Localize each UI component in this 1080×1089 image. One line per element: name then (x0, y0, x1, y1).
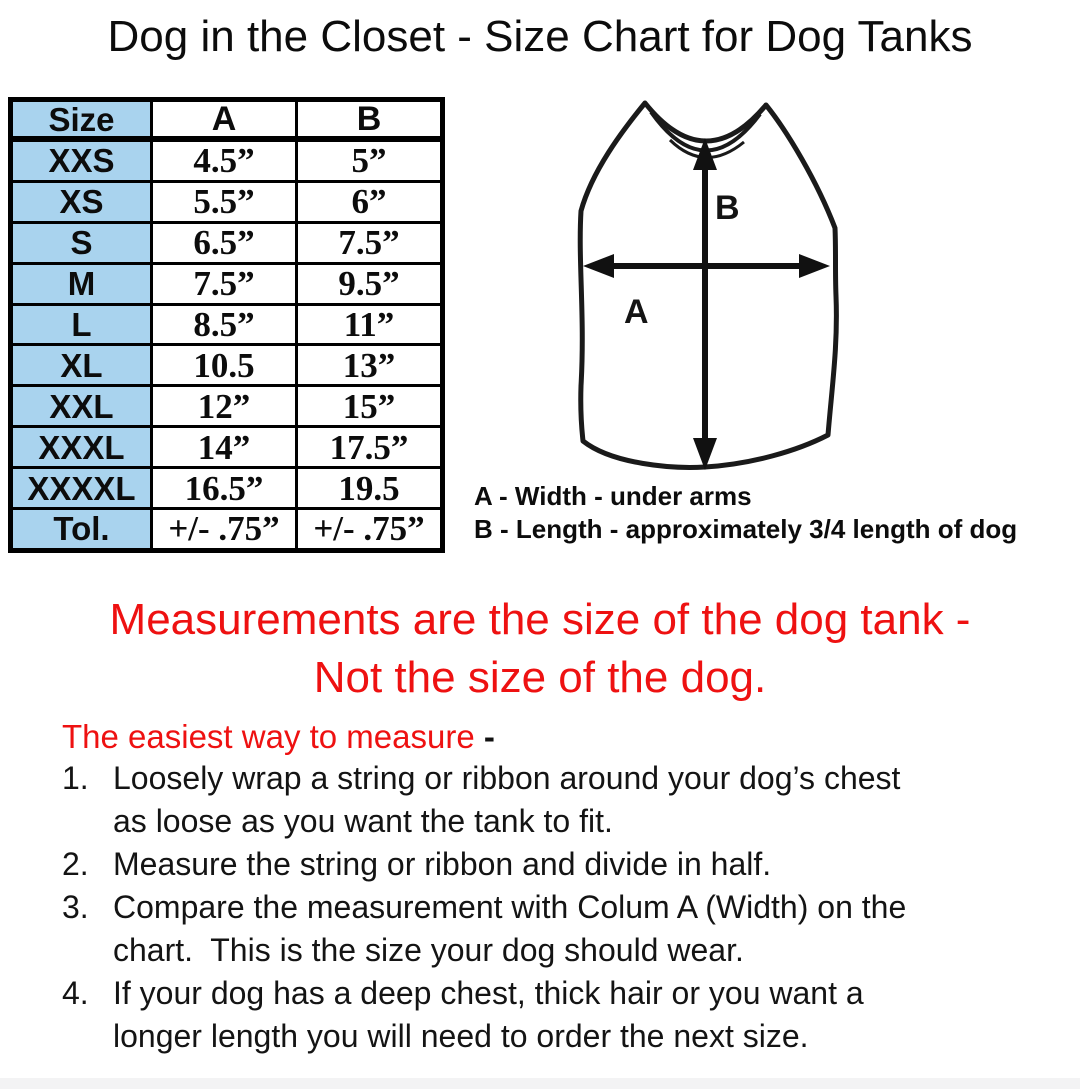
size-cell: XL (11, 345, 152, 386)
value-cell-b: 7.5” (297, 222, 443, 263)
value-cell-b: 17.5” (297, 427, 443, 468)
howto-list (62, 760, 1052, 1061)
diagram-legend (474, 480, 1017, 546)
table-row (11, 345, 443, 386)
howto-item-number: 1. (62, 760, 89, 796)
value-cell-a: 12” (152, 386, 297, 427)
value-cell-a: 7.5” (152, 263, 297, 304)
size-cell: XS (11, 181, 152, 222)
howto-heading-dash: - (474, 718, 495, 755)
howto-item-text: If your dog has a deep chest, thick hair or you want a (113, 975, 864, 1011)
howto-item-text: longer length you will need to order the next size. (113, 1018, 809, 1054)
value-cell-b: 5” (297, 139, 443, 181)
howto-item-number: 2. (62, 846, 89, 882)
howto-item-4 (62, 975, 1052, 1018)
value-cell-b: 11” (297, 304, 443, 345)
width-label: A (624, 293, 649, 331)
value-cell-b: 19.5 (297, 468, 443, 509)
value-cell-b: +/- .75” (297, 508, 443, 550)
howto-item-2 (62, 846, 1052, 889)
value-cell-a: 5.5” (152, 181, 297, 222)
length-label: B (715, 189, 740, 227)
value-cell-a: 8.5” (152, 304, 297, 345)
size-cell: XXL (11, 386, 152, 427)
howto-item-number: 3. (62, 889, 89, 925)
value-cell-b: 13” (297, 345, 443, 386)
page-title: Dog in the Closet - Size Chart for Dog Tanks (107, 12, 973, 61)
value-cell-a: +/- .75” (152, 508, 297, 550)
table-row (11, 222, 443, 263)
size-cell: Tol. (11, 508, 152, 550)
value-cell-b: 9.5” (297, 263, 443, 304)
howto-item-1-cont (62, 803, 1052, 846)
bottom-gray-band (0, 1078, 1080, 1089)
value-cell-a: 16.5” (152, 468, 297, 509)
table-row (11, 386, 443, 427)
howto-item-text: Compare the measurement with Colum A (Width) on the (113, 889, 907, 925)
table-row (11, 181, 443, 222)
size-cell: L (11, 304, 152, 345)
table-row (11, 304, 443, 345)
size-table-body (11, 139, 443, 551)
howto-item-3 (62, 889, 1052, 932)
header-size: Size (11, 100, 152, 140)
value-cell-a: 10.5 (152, 345, 297, 386)
table-row (11, 427, 443, 468)
value-cell-a: 4.5” (152, 139, 297, 181)
dog-tank-diagram (552, 86, 940, 478)
size-cell: XXS (11, 139, 152, 181)
howto-item-text: as loose as you want the tank to fit. (113, 803, 613, 839)
howto-item-text: Loosely wrap a string or ribbon around your dog’s chest (113, 760, 901, 796)
size-table-head (11, 100, 443, 140)
howto-item-4-cont (62, 1018, 1052, 1061)
legend-line-length: B - Length - approximately 3/4 length of dog (474, 514, 1018, 544)
table-row (11, 263, 443, 304)
size-table-header-row (11, 100, 443, 140)
table-row (11, 139, 443, 181)
legend-line-width: A - Width - under arms (474, 481, 752, 511)
value-cell-a: 6.5” (152, 222, 297, 263)
table-row (11, 468, 443, 509)
table-row (11, 508, 443, 550)
header-b: B (297, 100, 443, 140)
value-cell-a: 14” (152, 427, 297, 468)
size-table (8, 97, 445, 553)
value-cell-b: 15” (297, 386, 443, 427)
header-a: A (152, 100, 297, 140)
size-cell: XXXL (11, 427, 152, 468)
howto-heading (62, 717, 495, 757)
notice-line-2: Not the size of the dog. (313, 653, 767, 702)
howto-item-1 (62, 760, 1052, 803)
measurement-notice (0, 591, 1080, 707)
size-cell: XXXXL (11, 468, 152, 509)
notice-line-1: Measurements are the size of the dog tank - (109, 595, 971, 644)
size-cell: S (11, 222, 152, 263)
howto-item-text: Measure the string or ribbon and divide in half. (113, 846, 772, 882)
howto-item-text: chart. This is the size your dog should wear. (113, 932, 744, 968)
howto-heading-text: The easiest way to measure (62, 718, 475, 755)
size-cell: M (11, 263, 152, 304)
howto-item-number: 4. (62, 975, 89, 1011)
howto-item-3-cont (62, 932, 1052, 975)
value-cell-b: 6” (297, 181, 443, 222)
